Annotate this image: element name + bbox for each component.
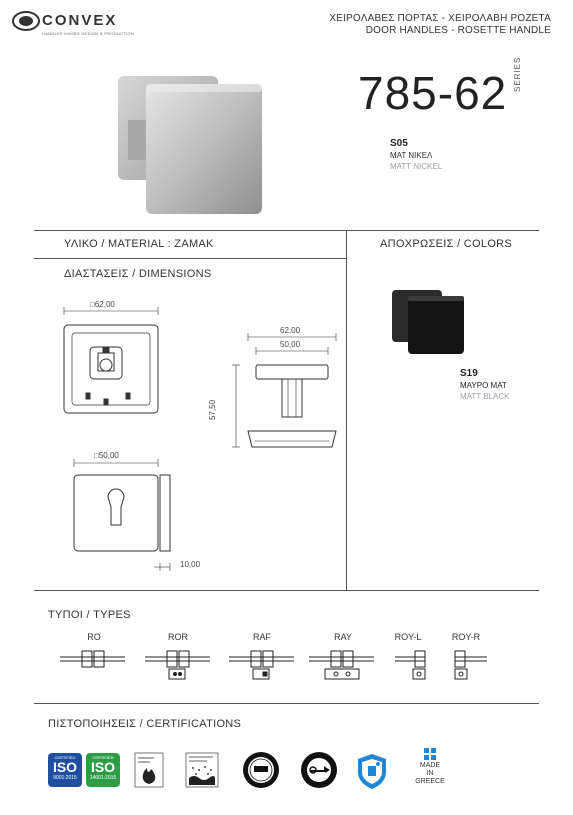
header-title-gr: ΧΕΙΡΟΛΑΒΕΣ ΠΟΡΤΑΣ - ΧΕΙΡΟΛΑΒΗ ΡΟΖΕΤΑ <box>329 13 551 24</box>
made-in-line-3: GREECE <box>415 778 445 785</box>
iso-14001-mid: ISO <box>90 759 116 775</box>
color-name-en: MATT BLACK <box>460 392 510 401</box>
type-label-ror: ROR <box>168 632 188 642</box>
corrosion-test-icon <box>185 752 219 788</box>
convex-logo-icon <box>12 10 40 32</box>
product-code: 785-62 <box>358 67 508 119</box>
certifications-title: ΠΙΣΤΟΠΟΙΗΣΕΙΣ / CERTIFICATIONS <box>48 718 242 730</box>
finish-name-en: MATT NICKEL <box>390 162 443 171</box>
dim-side-outer: 62,00 <box>280 326 301 335</box>
dim-side-inner: 50,00 <box>280 340 301 349</box>
colors-title: ΑΠΟΧΡΩΣΕΙΣ / COLORS <box>380 238 513 250</box>
quality-seal-icon <box>300 751 338 789</box>
made-in-text <box>405 762 455 786</box>
material-label: ΥΛΙΚΟ / MATERIAL : ZAMAK <box>64 238 214 250</box>
brand-tagline: HANDLES KNOBS DESIGN & PRODUCTION <box>42 31 135 36</box>
dim-front-width: □62,00 <box>90 300 115 309</box>
brand-logo <box>12 10 142 40</box>
color-code: S19 <box>460 368 478 379</box>
iso-9001-top: CERTIFIED <box>54 755 76 760</box>
dimensions-title: ΔΙΑΣΤΑΣΕΙΣ / DIMENSIONS <box>64 268 212 280</box>
dim-side-height: 57,50 <box>208 399 217 420</box>
type-label-ray: RAY <box>334 632 352 642</box>
product-photo-black <box>390 288 470 358</box>
iso-14001-top: CERTIFIED <box>92 755 114 760</box>
type-label-roy-r: ROY-R <box>451 632 481 642</box>
fire-test-icon <box>134 752 164 788</box>
iso-14001-bottom: 14001:2015 <box>89 775 117 781</box>
iso-9001-bottom: 9001:2015 <box>53 775 77 781</box>
dim-escutcheon-width: □50,00 <box>94 451 119 460</box>
made-in-greece-flag-icon <box>424 748 436 760</box>
iso-14001-badge <box>86 753 120 787</box>
dimension-drawings <box>50 295 350 580</box>
finish-name-gr: ΜΑΤ ΝΙΚΕΛ <box>390 151 433 160</box>
finish-code: S05 <box>390 138 408 149</box>
iso-9001-badge <box>48 753 82 787</box>
type-label-roy-l: ROY-L <box>394 632 422 642</box>
iso-9001-mid: ISO <box>52 759 78 775</box>
header-title-en: DOOR HANDLES - ROSETTE HANDLE <box>365 25 551 36</box>
durability-seal-icon <box>242 751 280 789</box>
product-photo-nickel <box>100 70 270 220</box>
antibacterial-shield-icon <box>356 752 388 790</box>
made-in-line-1: MADE <box>419 762 441 769</box>
types-title: ΤΥΠΟΙ / TYPES <box>48 609 131 621</box>
brand-name: CONVEX <box>42 12 118 29</box>
type-label-ro: RO <box>87 632 101 642</box>
product-series: SERIES <box>513 56 522 92</box>
made-in-line-2: IN <box>426 770 434 777</box>
dim-escutcheon-depth: 10,00 <box>180 560 201 569</box>
color-name-gr: ΜΑΥΡΟ ΜΑΤ <box>460 381 507 390</box>
types-diagrams <box>55 645 495 685</box>
type-label-raf: RAF <box>253 632 271 642</box>
